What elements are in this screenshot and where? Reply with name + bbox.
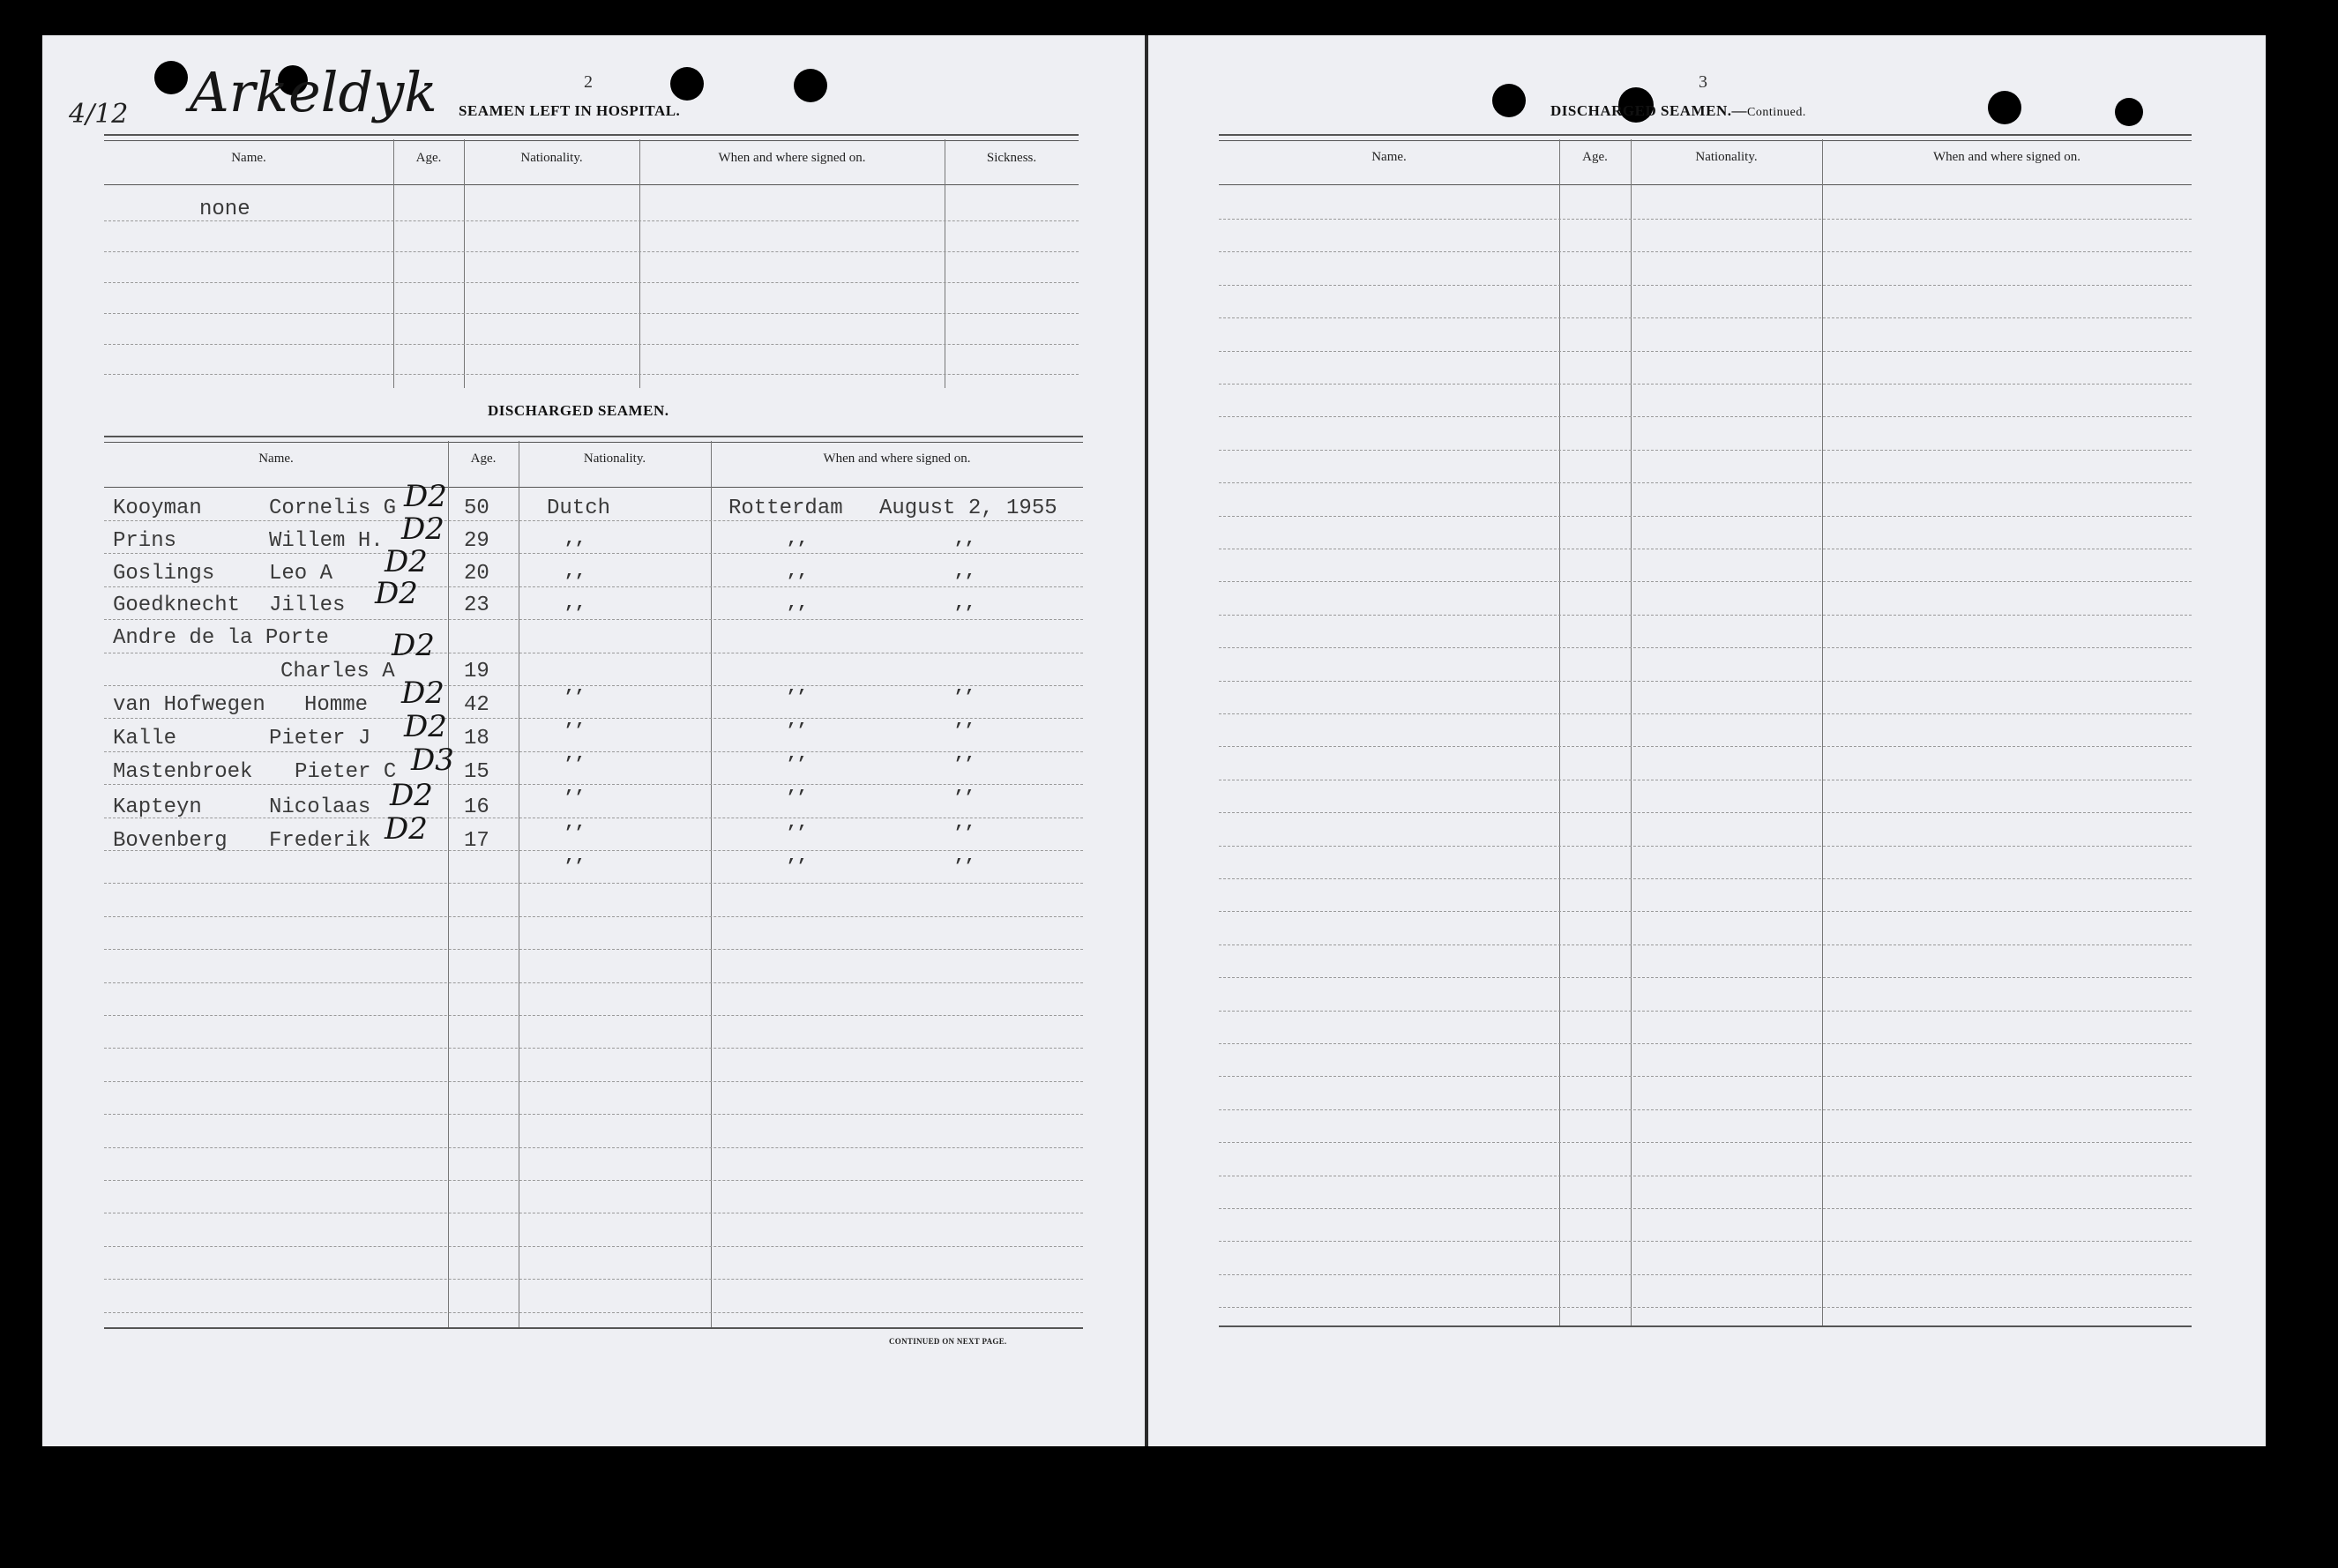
row-place-ditto: ,,	[787, 744, 809, 765]
row-surname: Kalle	[113, 727, 177, 750]
punch-hole	[2115, 98, 2143, 126]
row-age: 16	[464, 795, 489, 819]
ruling-line	[104, 1147, 1083, 1148]
ruling-line	[1219, 911, 2192, 912]
ruling-line	[104, 1048, 1083, 1049]
ruling-line	[1219, 251, 2192, 252]
row-discharge-mark: D2	[401, 676, 444, 711]
continued-header-name: Name.	[1371, 150, 1407, 164]
row-surname: Bovenberg	[113, 829, 228, 853]
row-age: 50	[464, 497, 489, 520]
ruling-line	[1219, 1307, 2192, 1308]
row-given-name: Frederik	[269, 829, 371, 853]
ruling-line	[104, 553, 1083, 554]
ruling-line	[1219, 1241, 2192, 1242]
row-given-name: Nicolaas	[269, 795, 371, 819]
row-surname: Goslings	[113, 562, 215, 586]
ruling-line	[1219, 1208, 2192, 1209]
row-nationality-ditto: ,,	[564, 529, 586, 549]
ruling-line	[104, 619, 1083, 620]
ruling-line	[104, 916, 1083, 917]
row-nationality-ditto: ,,	[564, 744, 586, 765]
ruling-line	[1219, 647, 2192, 648]
row-date-ditto: ,,	[954, 529, 976, 549]
row-given-name: Pieter C	[295, 760, 397, 784]
ruling-line	[1219, 1011, 2192, 1012]
row-age: 18	[464, 727, 489, 750]
row-discharge-mark: D2	[385, 811, 428, 847]
row-place-ditto: ,,	[787, 847, 809, 867]
row-nationality-ditto: ,,	[564, 562, 586, 582]
row-surname: Kooyman	[113, 497, 202, 520]
row-date-ditto: ,,	[954, 562, 976, 582]
ruling-line	[104, 1279, 1083, 1280]
discharged-header-nationality: Nationality.	[583, 452, 646, 466]
row-nationality-ditto: ,,	[564, 847, 586, 867]
ship-signature: Arkeldyk	[190, 60, 437, 124]
row-place-ditto: ,,	[787, 778, 809, 798]
row-surname: Andre de la Porte	[113, 626, 329, 650]
row-place-ditto: ,,	[787, 594, 809, 614]
hospital-header-name: Name.	[231, 151, 266, 165]
ruling-line	[1219, 482, 2192, 483]
hospital-header-age: Age.	[415, 151, 442, 165]
ruling-line	[1219, 351, 2192, 352]
ruling-line	[104, 520, 1083, 521]
row-date-ditto: ,,	[954, 847, 976, 867]
row-place-ditto: ,,	[787, 677, 809, 698]
ruling-line	[1219, 977, 2192, 978]
ruling-line	[1219, 846, 2192, 847]
discharged-continued-title-text: DISCHARGED SEAMEN.—	[1550, 102, 1747, 119]
row-age: 17	[464, 829, 489, 853]
page-number-left: 2	[584, 72, 593, 92]
ruling-line	[1219, 285, 2192, 286]
ruling-line	[1219, 713, 2192, 714]
ruling-line	[104, 751, 1083, 752]
row-discharge-mark: D2	[390, 778, 433, 813]
page-gutter	[1145, 35, 1148, 1446]
row-date-ditto: ,,	[954, 778, 976, 798]
ruling-line	[1219, 1076, 2192, 1077]
ruling-line	[1219, 1109, 2192, 1110]
punch-hole	[1988, 91, 2021, 124]
row-nationality-ditto: ,,	[564, 778, 586, 798]
ruling-line	[1219, 516, 2192, 517]
ruling-line	[104, 1081, 1083, 1082]
ruling-line	[1219, 746, 2192, 747]
row-given-name: Jilles	[269, 594, 346, 617]
row-age: 19	[464, 660, 489, 683]
ruling-line	[104, 784, 1083, 785]
row-discharge-mark: D2	[385, 544, 428, 579]
row-nationality-ditto: ,,	[564, 813, 586, 833]
ruling-line	[1219, 1274, 2192, 1275]
margin-mark: 4/12	[69, 99, 129, 130]
row-surname: Goedknecht	[113, 594, 241, 617]
discharged-table	[104, 436, 1083, 1331]
row-given-name: Charles A	[280, 660, 395, 683]
hospital-header-sickness: Sickness.	[986, 151, 1037, 165]
row-given-name: Pieter J	[269, 727, 371, 750]
row-given-name: Leo A	[269, 562, 333, 586]
discharged-continued-table	[1219, 134, 2192, 1329]
row-discharge-mark: D3	[411, 743, 454, 778]
discharged-header-name: Name.	[258, 452, 294, 466]
discharged-continued-title	[1550, 102, 1806, 120]
row-nationality-ditto: ,,	[564, 677, 586, 698]
row-date-ditto: ,,	[954, 813, 976, 833]
punch-hole	[670, 67, 704, 101]
hospital-table	[104, 134, 1079, 392]
row-signed-place: Rotterdam	[728, 497, 843, 520]
row-discharge-mark: D2	[392, 628, 435, 663]
ruling-line	[104, 1246, 1083, 1247]
row-date-ditto: ,,	[954, 677, 976, 698]
row-discharge-mark: D2	[401, 511, 444, 547]
row-signed-date: August 2, 1955	[879, 497, 1057, 520]
row-place-ditto: ,,	[787, 711, 809, 731]
continued-header-age: Age.	[1582, 150, 1608, 164]
row-discharge-mark: D2	[404, 479, 447, 514]
hospital-header-signed-on: When and where signed on.	[718, 151, 866, 165]
continued-header-nationality: Nationality.	[1695, 150, 1758, 164]
row-discharge-mark: D2	[404, 709, 447, 744]
row-surname: Prins	[113, 529, 177, 553]
row-age: 29	[464, 529, 489, 553]
ruling-line	[104, 1114, 1083, 1115]
punch-hole	[794, 69, 827, 102]
hospital-header-nationality: Nationality.	[520, 151, 583, 165]
ruling-line	[104, 1312, 1083, 1313]
row-age: 20	[464, 562, 489, 586]
row-date-ditto: ,,	[954, 594, 976, 614]
row-given-name: Willem H.	[269, 529, 384, 553]
ruling-line	[104, 883, 1083, 884]
discharged-header-signed-on: When and where signed on.	[823, 452, 971, 466]
hospital-entry: none	[199, 198, 250, 221]
ruling-line	[104, 1180, 1083, 1181]
row-given-name: Cornelis G	[269, 497, 397, 520]
ruling-line	[1219, 681, 2192, 682]
continued-suffix: Continued.	[1746, 106, 1806, 119]
page-number-right: 3	[1699, 72, 1707, 92]
ruling-line	[1219, 317, 2192, 318]
ruling-line	[104, 718, 1083, 719]
punch-hole	[1492, 84, 1526, 117]
ruling-line	[1219, 384, 2192, 385]
row-age: 15	[464, 760, 489, 784]
ruling-line	[104, 850, 1083, 851]
punch-hole	[154, 61, 188, 94]
row-age: 42	[464, 693, 489, 717]
ruling-line	[104, 949, 1083, 950]
ruling-line	[1219, 581, 2192, 582]
continued-header-signed-on: When and where signed on.	[1932, 150, 2081, 164]
ruling-line	[1219, 615, 2192, 616]
ruling-line	[104, 982, 1083, 983]
row-nationality-ditto: ,,	[564, 594, 586, 614]
continued-note: CONTINUED ON NEXT PAGE.	[889, 1337, 1007, 1346]
row-nationality-ditto: ,,	[564, 711, 586, 731]
row-date-ditto: ,,	[954, 744, 976, 765]
row-surname: Mastenbroek	[113, 760, 253, 784]
row-place-ditto: ,,	[787, 562, 809, 582]
ruling-line	[104, 1015, 1083, 1016]
row-age: 23	[464, 594, 489, 617]
row-surname: Kapteyn	[113, 795, 202, 819]
row-discharge-mark: D2	[375, 576, 418, 611]
row-place-ditto: ,,	[787, 813, 809, 833]
ruling-line	[1219, 416, 2192, 417]
row-place-ditto: ,,	[787, 529, 809, 549]
row-date-ditto: ,,	[954, 711, 976, 731]
ruling-line	[1219, 878, 2192, 879]
ruling-line	[1219, 1043, 2192, 1044]
discharged-title: DISCHARGED SEAMEN.	[488, 402, 669, 419]
ruling-line	[104, 586, 1083, 587]
discharged-header-age: Age.	[470, 452, 497, 466]
ruling-line	[1219, 450, 2192, 451]
ruling-line	[104, 685, 1083, 686]
ruling-line	[1219, 1142, 2192, 1143]
row-nationality: Dutch	[547, 497, 611, 520]
ruling-line	[1219, 219, 2192, 220]
row-given-name: Homme	[304, 693, 369, 717]
row-surname: van Hofwegen	[113, 693, 265, 717]
ruling-line	[1219, 812, 2192, 813]
hospital-title: SEAMEN LEFT IN HOSPITAL.	[459, 102, 681, 119]
